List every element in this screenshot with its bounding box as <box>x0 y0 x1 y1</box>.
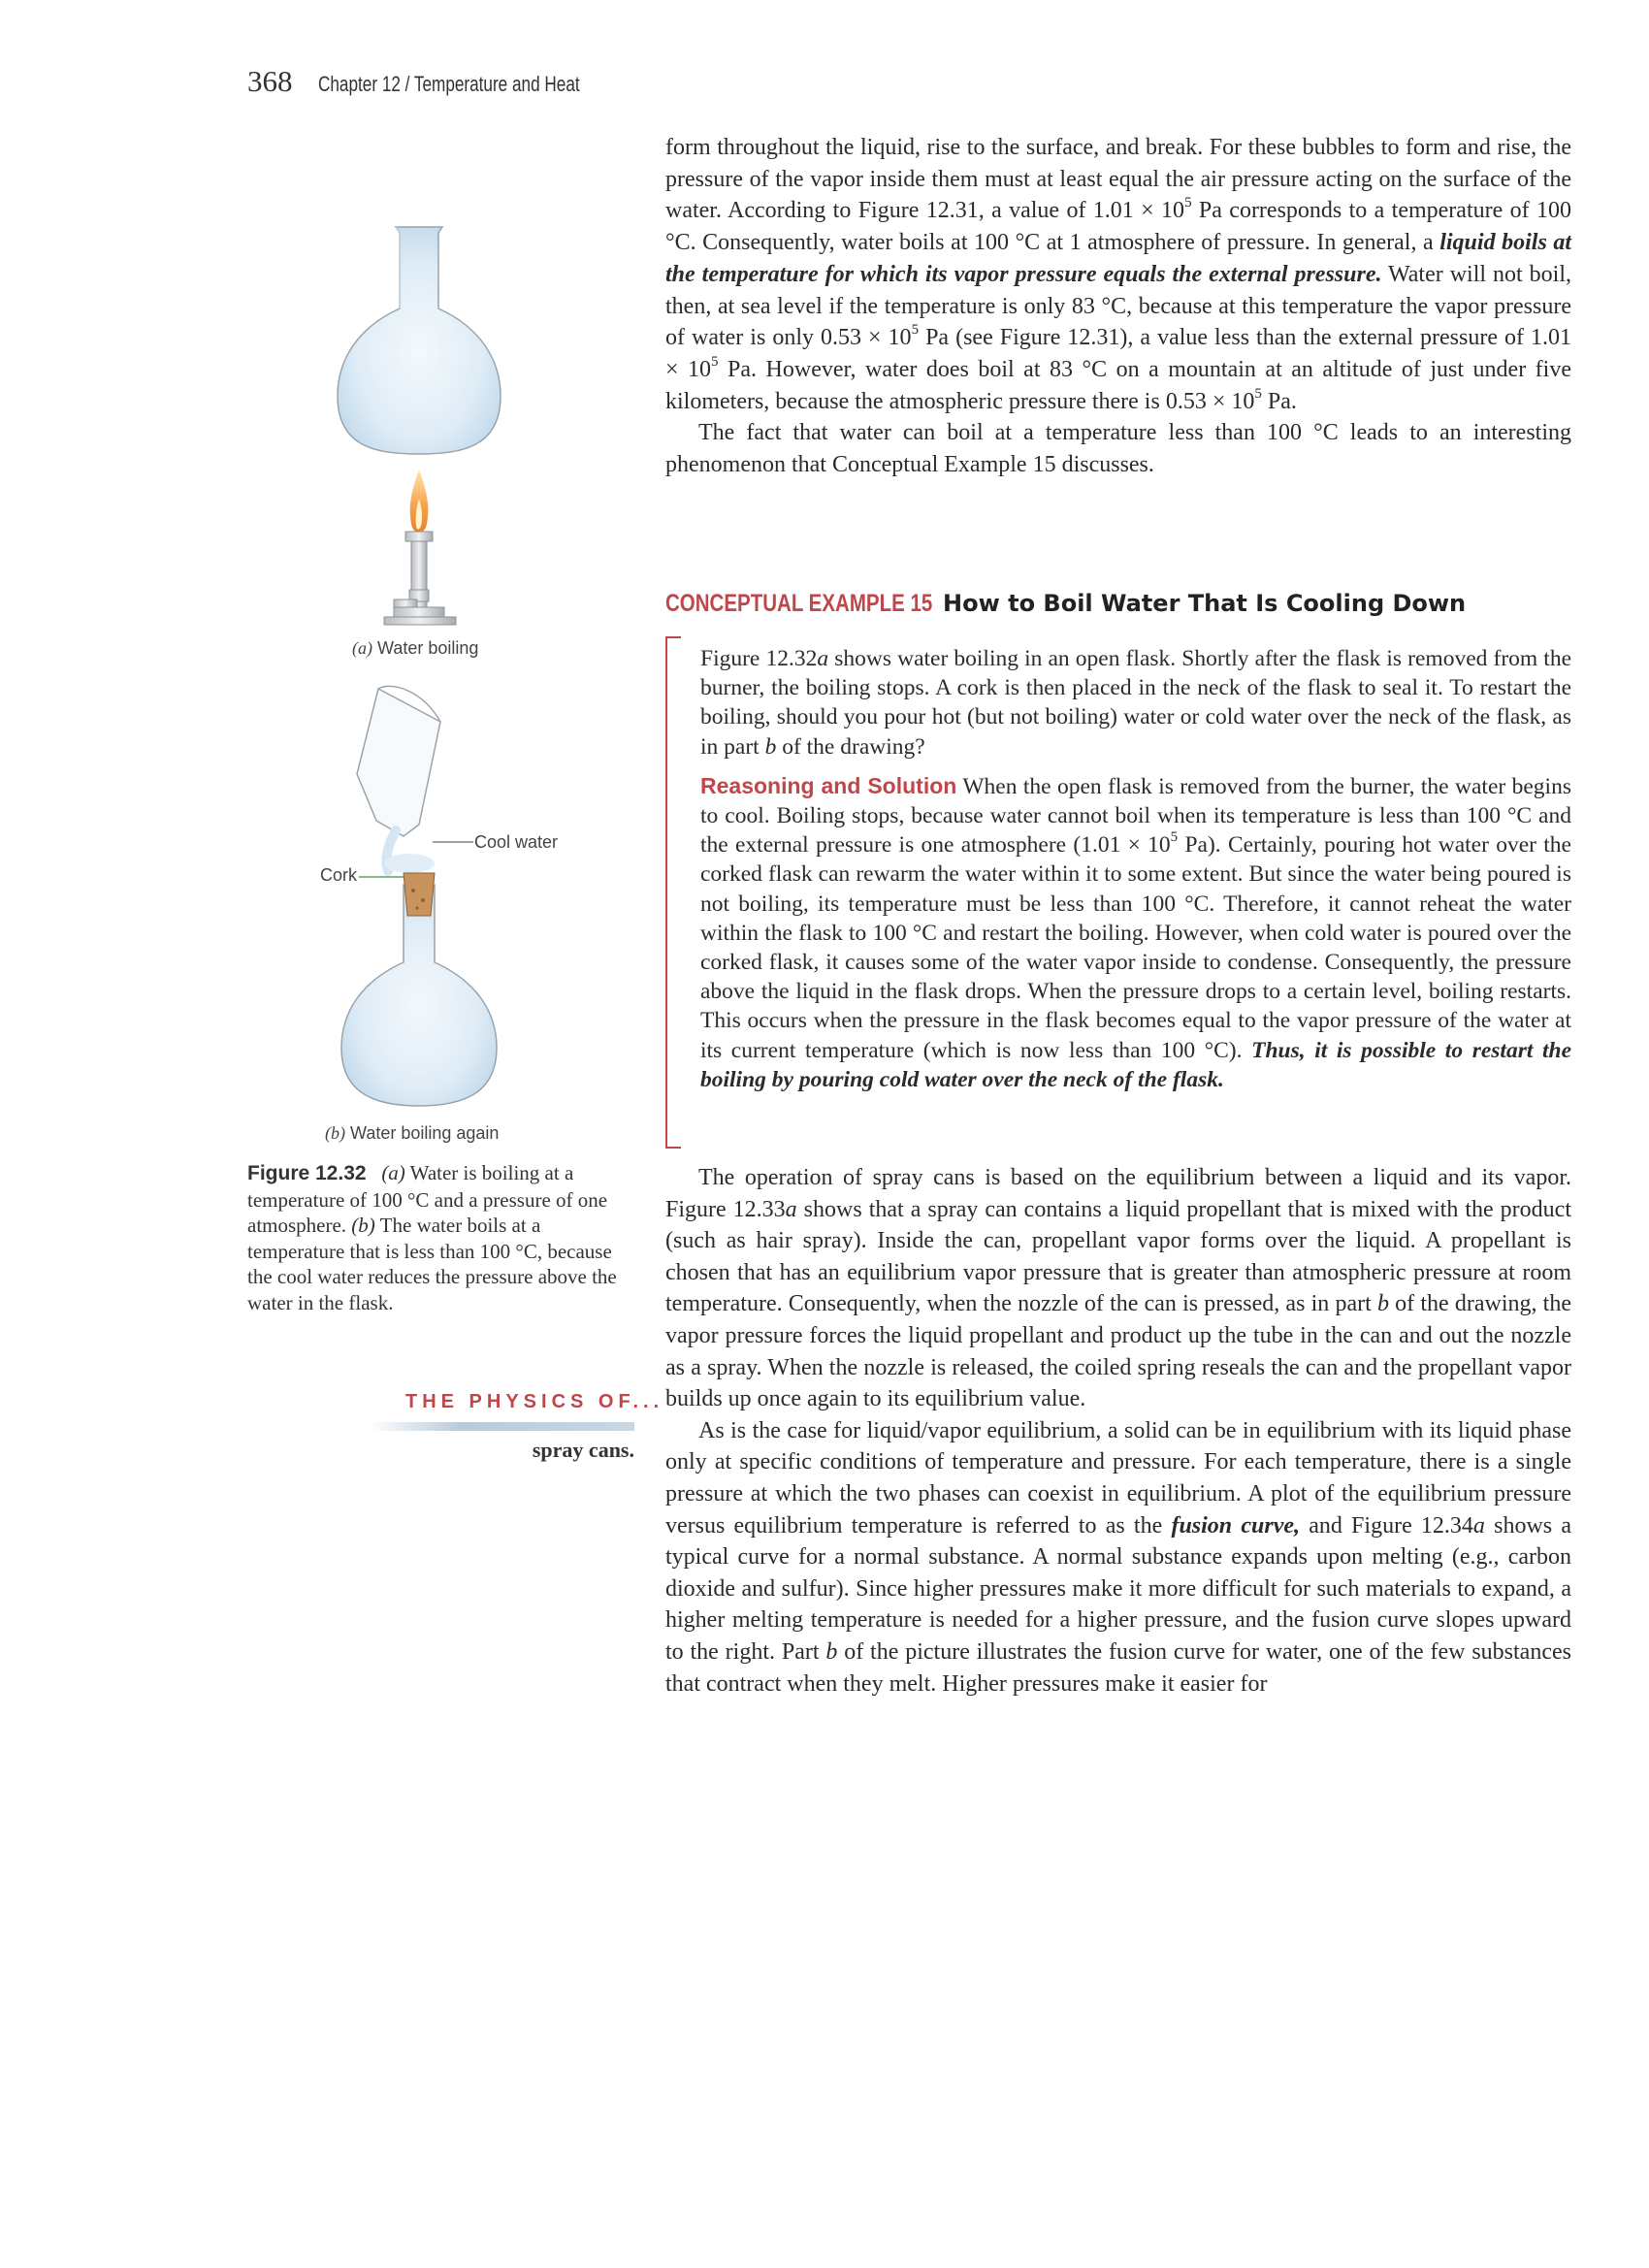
flask-a <box>338 227 501 454</box>
physics-of-label: THE PHYSICS OF... <box>405 1391 664 1412</box>
physics-of-topic: spray cans. <box>532 1438 634 1462</box>
caption-a: (a) Water boiling <box>352 638 479 658</box>
beaker-pouring <box>357 686 440 836</box>
bunsen-burner <box>384 532 456 625</box>
example-text <box>700 644 1571 1104</box>
cork <box>404 873 435 916</box>
running-header <box>247 64 653 99</box>
body-text <box>665 1162 1571 1700</box>
example-reasoning: Reasoning and Solution When the open flask is removed from the burner, the water begins to cool. Boiling stops, because water cannot boil when its temperature is less than 100 °C and the external pressure is one atmosphere ($1.01 \times 10^5$ Pa). Certainly, pouring hot water over the corked flask can rewarm the water within it to some extent. But since the water being poured is not boiling, its temperature must be less than 100 °C. Therefore, it cannot reheat the water within the flask to 100 °C and restart the boiling. However, when cold water is poured over the corked flask, it causes some of the water vapor inside to condense. Consequently, the pressure above the liquid in the flask drops. When the pressure drops to a certain level, boiling restarts. This occurs when the pressure in the flask becomes equal to the vapor pressure of the water at its current temperature (which is now less than 100 °C). Thus, it is possible to restart the boiling by pouring cold water over the neck of the flask. <box>700 772 1571 1092</box>
cool-water-stream <box>384 830 435 873</box>
example-heading <box>665 590 1466 618</box>
figure-caption: Figure 12.32 (a) Water is boiling at a temperature of 100 °C and a pressure of one atmosphere. (b) The water boils at a temperature that is less than 100 °C, because the cool water reduces the pressure above the water in the flask. <box>247 1161 617 1314</box>
page-number: 368 <box>247 64 293 98</box>
paragraph: As is the case for liquid/vapor equilibrium, a solid can be in equilibrium with its liquid phase only at specific conditions of temperature and pressure. For each temperature, there is a single pressure at which the two phases can coexist in equilibrium. A plot of the equilibrium pressure versus equilibrium temperature is referred to as the fusion curve, and Figure 12.34a shows a typical curve for a normal substance. A normal substance expands upon melting (e.g., carbon dioxide and sulfur). Since higher pressures make it more difficult for such materials to expand, a higher melting temperature is needed for a higher pressure, and the fusion curve slopes upward to the right. Part b of the picture illustrates the fusion curve for water, one of the few substances that contract when they melt. Higher pressures make it easier for <box>665 1417 1571 1697</box>
paragraph: The operation of spray cans is based on the equilibrium between a liquid and its vapor. Figure 12.33a shows that a spray can contains a liquid propellant that is mixed with the product (such as hair spray). Inside the can, propellant vapor forms over the liquid. A propellant is chosen that has an equilibrium vapor pressure that is greater than atmospheric pressure at room temperature. Consequently, when the nozzle of the can is pressed, as in part b of the drawing, the vapor pressure forces the liquid propellant and product up the tube in the can and out the nozzle as a spray. When the nozzle is released, the coiled spring reseals the can and the propellant vapor builds up once again to its equilibrium value. <box>665 1165 1571 1412</box>
example-label: CONCEPTUAL EXAMPLE 15 <box>665 590 933 617</box>
reasoning-label: Reasoning and Solution <box>700 772 957 798</box>
caption-b: (b) Water boiling again <box>325 1123 500 1143</box>
paragraph: The fact that water can boil at a temperature less than 100 °C leads to an interesting phenomenon that Conceptual Example 15 discusses. <box>665 420 1571 478</box>
label-cork: Cork <box>320 865 358 885</box>
flask-b <box>341 885 497 1106</box>
chapter-title: Chapter 12 / Temperature and Heat <box>317 72 580 96</box>
figure-number: Figure 12.32 <box>247 1162 367 1184</box>
figure-12-32-illustration <box>310 215 534 1147</box>
example-box <box>665 636 1573 1149</box>
example-question: Figure 12.32a shows water boiling in an open flask. Shortly after the flask is removed from the burner, the boiling stops. A cork is then placed in the neck of the flask to seal it. To restart the boiling, should you pour hot (but not boiling) water or cold water over the neck of the flask, as in part b of the drawing? <box>700 646 1571 760</box>
burner-flame <box>410 470 429 533</box>
intro-text <box>665 132 1571 481</box>
physics-of-bar <box>369 1422 634 1431</box>
paragraph: form throughout the liquid, rise to the surface, and break. For these bubbles to form and rise, the pressure of the vapor inside them must at least equal the air pressure acting on the surface of the water. According to Figure 12.31, a value of $1.01 \times 10^5$ Pa corresponds to a temperature of 100 °C. Consequently, water boils at 100 °C at 1 atmosphere of pressure. In general, a liquid boils at the temperature for which its vapor pressure equals the external pressure. Water will not boil, then, at sea level if the temperature is only 83 °C, because at this temperature the vapor pressure of water is only $0.53 \times 10^5$ Pa (see Figure 12.31), a value less than the external pressure of $1.01 \times 10^5$ Pa. However, water does boil at 83 °C on a mountain at an altitude of just under five kilometers, because the atmospheric pressure there is $0.53 \times 10^5$ Pa. <box>665 135 1571 414</box>
example-title: How to Boil Water That Is Cooling Down <box>943 590 1467 617</box>
label-cool-water: Cool water <box>474 832 559 852</box>
